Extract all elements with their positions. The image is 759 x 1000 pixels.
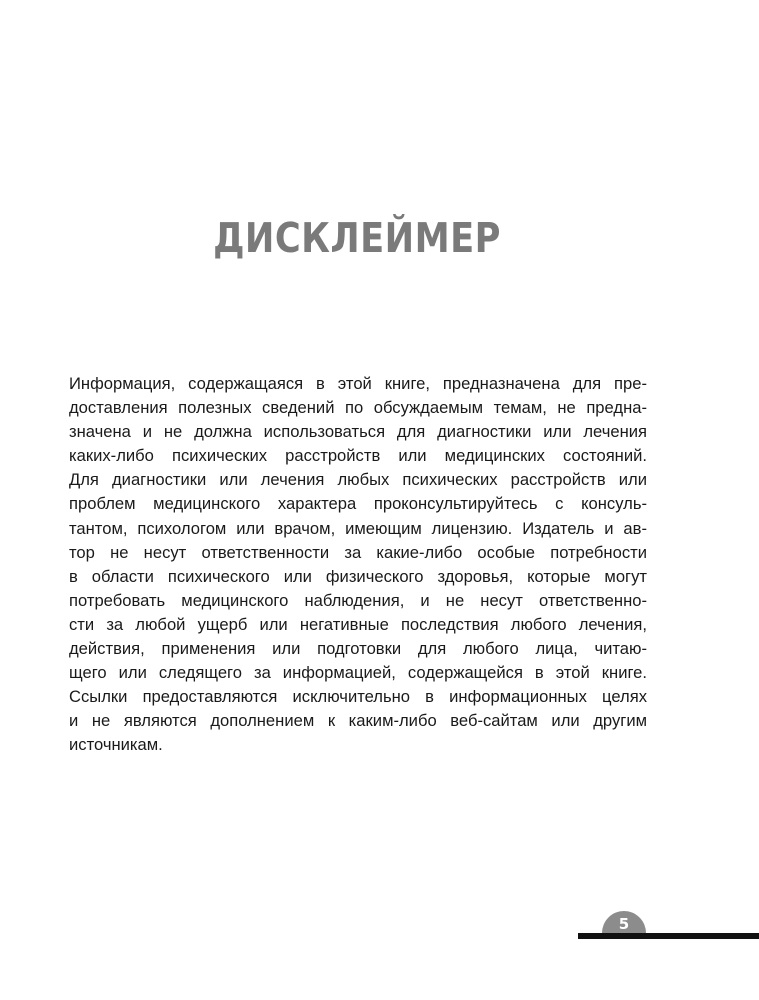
page-number-badge <box>602 911 646 935</box>
page-title: ДИСКЛЕЙМЕР <box>213 214 501 262</box>
text-line: Для диагностики или лечения любых психических расстройств или <box>69 470 647 490</box>
text-line: проблем медицинского характера проконсультируйтесь с консуль- <box>69 494 647 514</box>
page-number: 5 <box>618 915 630 933</box>
text-line: сти за любой ущерб или негативные последствия любого лечения, <box>69 614 647 634</box>
text-line: щего или следящего за информацией, содержащейся в этой книге. <box>69 663 647 683</box>
text-line: и не являются дополнением к каким-либо веб-сайтам или другим <box>69 711 647 731</box>
text-line: каких-либо психических расстройств или медицинских состояний. <box>69 446 647 466</box>
text-line: тор не несут ответственности за какие-либо особые потребности <box>69 542 647 562</box>
disclaimer-text <box>69 372 647 758</box>
text-line: тантом, психологом или врачом, имеющим лицензию. Издатель и ав- <box>69 518 647 538</box>
text-line: в области психического или физического здоровья, которые могут <box>69 566 647 586</box>
text-line: источникам. <box>69 735 163 755</box>
text-line: потребовать медицинского наблюдения, и не несут ответственно- <box>69 590 647 610</box>
footer-bar <box>578 933 759 939</box>
text-line: Ссылки предоставляются исключительно в информационных целях <box>69 687 647 707</box>
text-line: действия, применения или подготовки для любого лица, читаю- <box>69 639 647 659</box>
text-line: Информация, содержащаяся в этой книге, предназначена для пре- <box>69 374 647 393</box>
text-line: доставления полезных сведений по обсуждаемым темам, не предна- <box>69 398 647 418</box>
text-line: значена и не должна использоваться для диагностики или лечения <box>69 422 647 442</box>
